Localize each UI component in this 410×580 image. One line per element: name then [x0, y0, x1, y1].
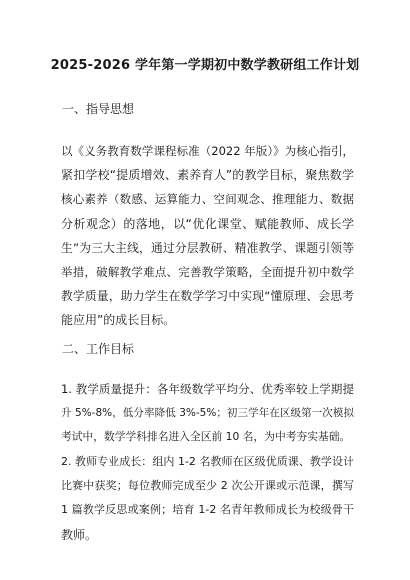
- text-line: 教师。: [61, 527, 98, 542]
- section-heading-guiding-ideology: 一、指导思想: [62, 102, 135, 116]
- text-line: 核心素养（数感、运算能力、空间观念、推理能力、数据: [61, 192, 354, 207]
- paragraph-guiding-ideology: [61, 139, 354, 333]
- paragraph-goal-teaching-quality: [61, 377, 354, 450]
- text-line: 比赛中获奖；每位教师完成至少 2 次公开课或示范课，撰写: [61, 479, 354, 493]
- text-line: 1 篇教学反思或案例；培育 1-2 名青年教师成长为校级骨干: [61, 503, 354, 517]
- paragraph-goal-teacher-growth: [61, 450, 354, 547]
- text-line: 教学质量，助力学生在数学学习中实现“懂原理、会思考: [61, 289, 354, 304]
- text-line: 紧扣学校“提质增效、素养育人”的教学目标，聚焦数学: [61, 168, 354, 183]
- text-line: 分析观念）的落地，以“优化课堂、赋能教师、成长学: [61, 216, 354, 231]
- text-line: 能应用”的成长目标。: [61, 313, 176, 328]
- text-line: 升 5%-8%，低分率降低 3%-5%；初三学年在区级第一次模拟: [61, 407, 354, 420]
- text-line: 1. 教学质量提升：各年级数学平均分、优秀率较上学期提: [61, 382, 354, 396]
- section-heading-work-goals: 二、工作目标: [62, 342, 135, 356]
- text-line: 2. 教师专业成长：组内 1-2 名教师在区级优质课、教学设计: [61, 455, 354, 468]
- text-line: 以《义务教育数学课程标准（2022 年版）》为核心指引，: [61, 144, 354, 158]
- text-line: 举措，破解教学难点、完善教学策略，全面提升初中数学: [61, 265, 354, 280]
- document-title: 2025-2026 学年第一学期初中数学教研组工作计划: [50, 58, 360, 73]
- text-line: 考试中，数学学科排名进入全区前 10 名，为中考夯实基础。: [61, 430, 351, 444]
- text-line: 生”为三大主线，通过分层教研、精准教学、课题引领等: [61, 240, 354, 255]
